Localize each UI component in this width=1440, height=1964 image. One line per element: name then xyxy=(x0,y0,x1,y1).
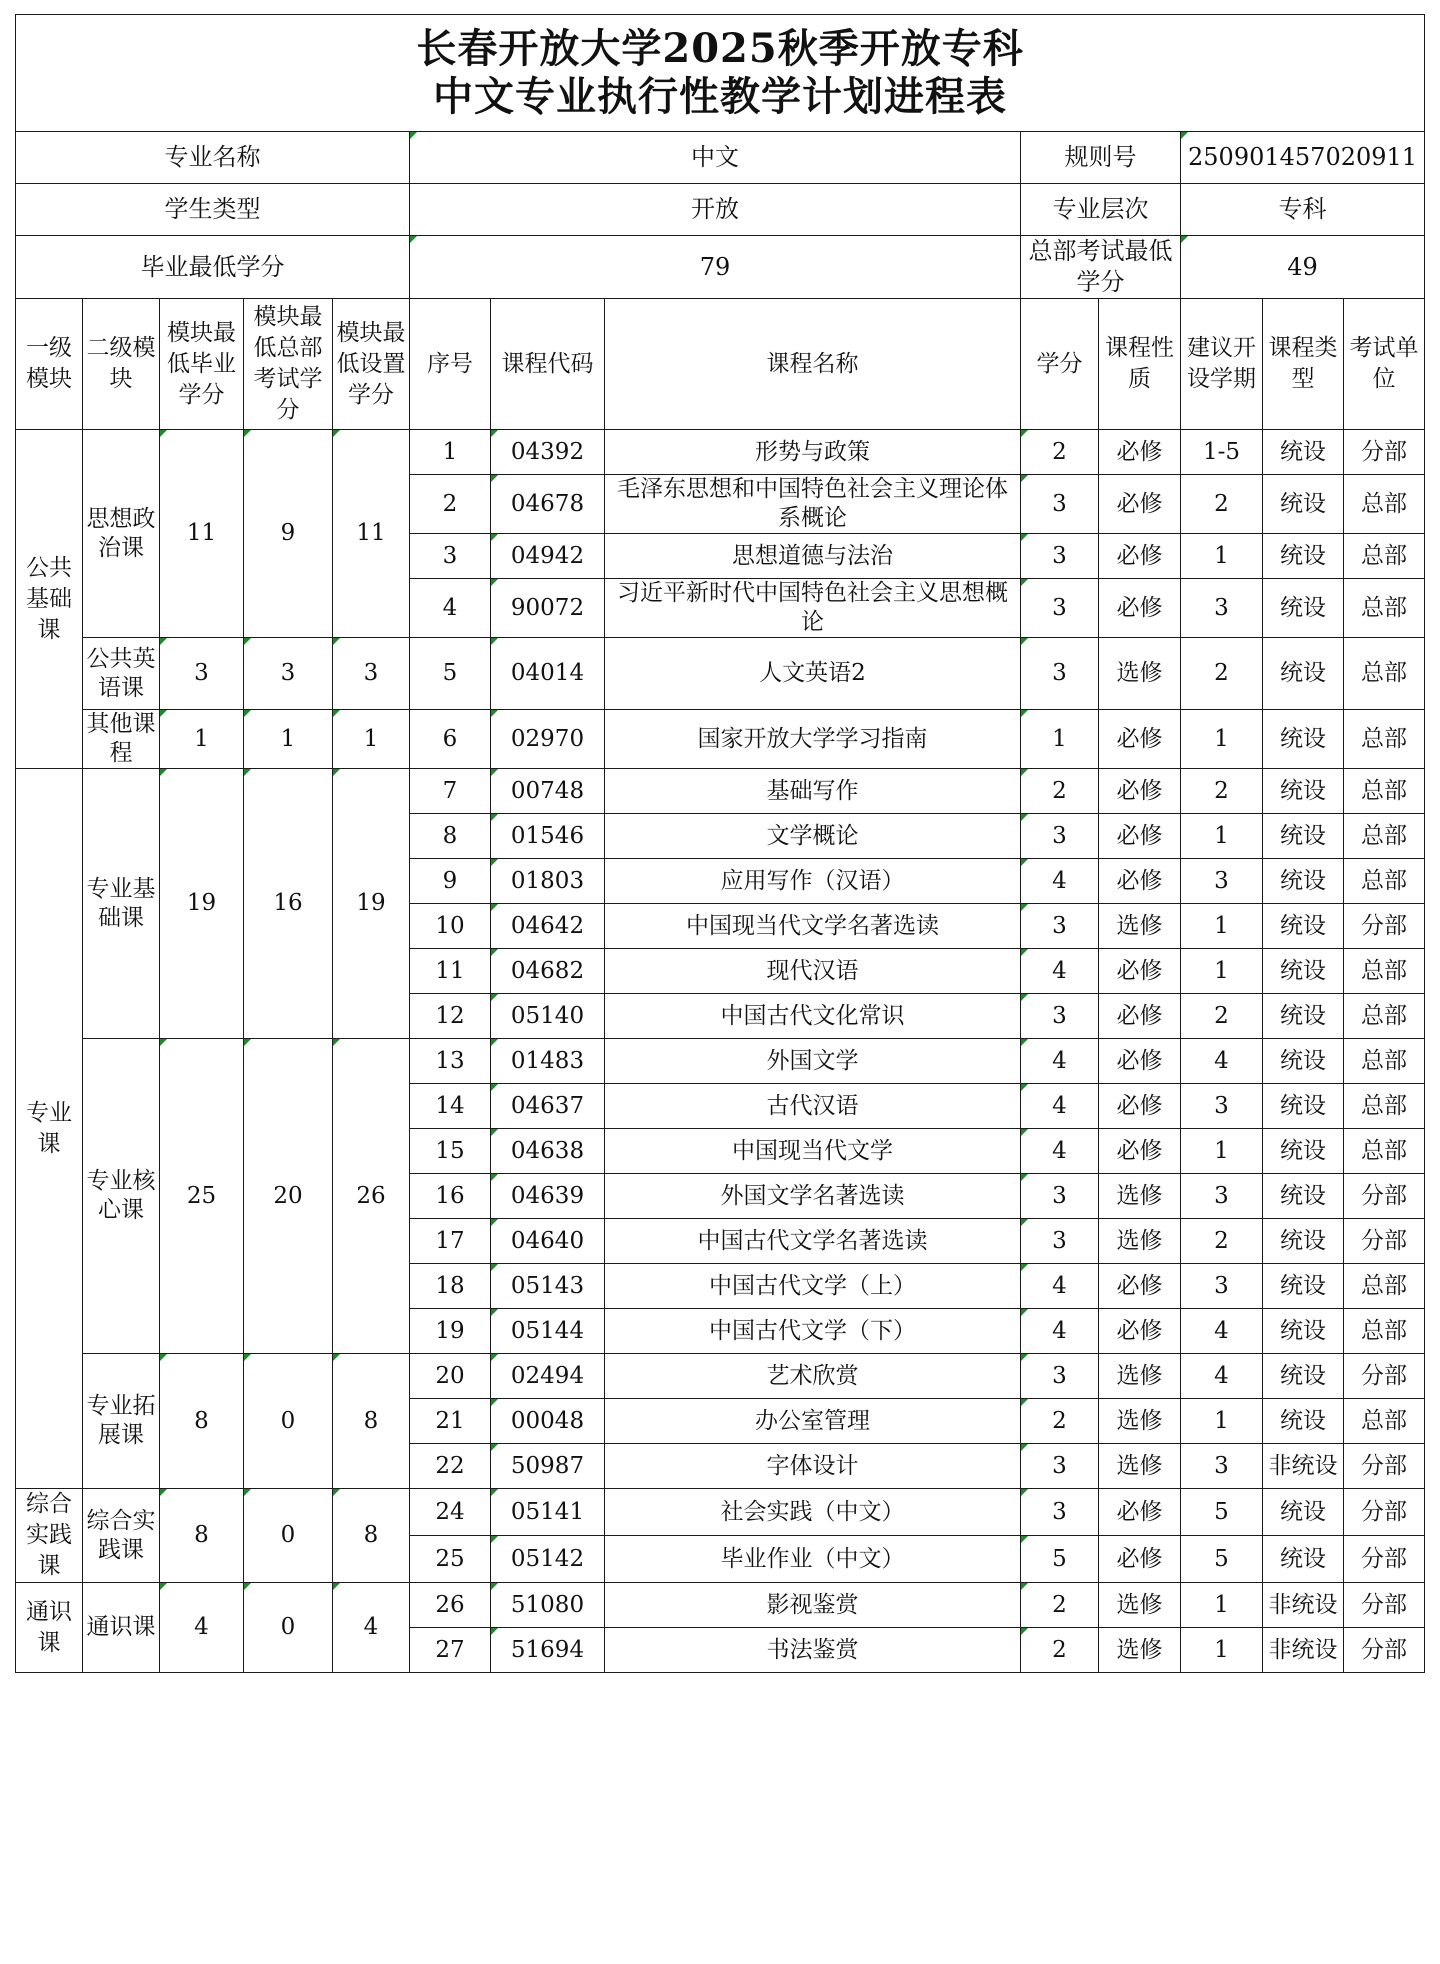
course-type: 统设 xyxy=(1263,904,1344,949)
course-seq: 21 xyxy=(410,1399,491,1444)
module-min-hq-credit: 16 xyxy=(244,769,333,1039)
course-seq: 15 xyxy=(410,1129,491,1174)
course-credit: 2 xyxy=(1021,1628,1099,1673)
course-exam: 总部 xyxy=(1344,475,1425,534)
course-exam: 分部 xyxy=(1344,1219,1425,1264)
course-exam: 总部 xyxy=(1344,710,1425,769)
course-credit: 3 xyxy=(1021,534,1099,579)
title-line1: 长春开放大学2025秋季开放专科 xyxy=(416,25,1024,72)
course-nature: 必修 xyxy=(1099,949,1181,994)
module-min-set-credit: 1 xyxy=(333,710,410,769)
course-term: 1 xyxy=(1181,949,1263,994)
course-name: 思想道德与法治 xyxy=(605,534,1021,579)
course-nature: 必修 xyxy=(1099,710,1181,769)
course-term: 5 xyxy=(1181,1536,1263,1583)
col-nature: 课程性质 xyxy=(1099,299,1181,430)
title-line2: 中文专业执行性教学计划进程表 xyxy=(433,73,1008,120)
course-type: 统设 xyxy=(1263,814,1344,859)
course-type: 统设 xyxy=(1263,1309,1344,1354)
module-min-hq-credit: 20 xyxy=(244,1039,333,1354)
course-code: 04642 xyxy=(491,904,605,949)
col-seq: 序号 xyxy=(410,299,491,430)
module-min-set-credit: 3 xyxy=(333,638,410,710)
module-min-set-credit: 4 xyxy=(333,1583,410,1673)
module-min-set-credit: 11 xyxy=(333,430,410,638)
course-exam: 总部 xyxy=(1344,1039,1425,1084)
course-nature: 必修 xyxy=(1099,475,1181,534)
course-credit: 1 xyxy=(1021,710,1099,769)
course-seq: 16 xyxy=(410,1174,491,1219)
major-label: 专业名称 xyxy=(16,132,410,184)
course-exam: 分部 xyxy=(1344,1354,1425,1399)
course-term: 1 xyxy=(1181,710,1263,769)
course-type: 统设 xyxy=(1263,1039,1344,1084)
course-name: 外国文学名著选读 xyxy=(605,1174,1021,1219)
course-seq: 9 xyxy=(410,859,491,904)
module-min-hq-credit: 0 xyxy=(244,1354,333,1489)
course-code: 00048 xyxy=(491,1399,605,1444)
course-term: 4 xyxy=(1181,1039,1263,1084)
course-credit: 2 xyxy=(1021,1583,1099,1628)
course-exam: 总部 xyxy=(1344,579,1425,638)
course-term: 1-5 xyxy=(1181,430,1263,475)
course-nature: 选修 xyxy=(1099,1219,1181,1264)
course-term: 1 xyxy=(1181,1583,1263,1628)
course-credit: 2 xyxy=(1021,769,1099,814)
course-term: 3 xyxy=(1181,579,1263,638)
course-nature: 必修 xyxy=(1099,579,1181,638)
course-term: 3 xyxy=(1181,859,1263,904)
course-exam: 分部 xyxy=(1344,1628,1425,1673)
col-mod-min-hq: 模块最低总部考试学分 xyxy=(244,299,333,430)
course-term: 1 xyxy=(1181,1129,1263,1174)
course-term: 3 xyxy=(1181,1084,1263,1129)
course-nature: 必修 xyxy=(1099,769,1181,814)
course-name: 形势与政策 xyxy=(605,430,1021,475)
module-min-grad-credit: 11 xyxy=(160,430,244,638)
module-min-hq-credit: 0 xyxy=(244,1489,333,1583)
course-name: 基础写作 xyxy=(605,769,1021,814)
course-nature: 选修 xyxy=(1099,1628,1181,1673)
sheet-title xyxy=(16,15,1425,132)
level2-module: 其他课程 xyxy=(83,710,160,769)
course-row xyxy=(16,430,1425,475)
course-term: 2 xyxy=(1181,638,1263,710)
course-code: 50987 xyxy=(491,1444,605,1489)
course-type: 统设 xyxy=(1263,1129,1344,1174)
course-seq: 7 xyxy=(410,769,491,814)
course-code: 05142 xyxy=(491,1536,605,1583)
course-credit: 4 xyxy=(1021,1264,1099,1309)
course-type: 统设 xyxy=(1263,949,1344,994)
course-seq: 2 xyxy=(410,475,491,534)
course-credit: 4 xyxy=(1021,1129,1099,1174)
course-name: 现代汉语 xyxy=(605,949,1021,994)
course-nature: 选修 xyxy=(1099,904,1181,949)
teaching-plan-sheet xyxy=(15,14,1424,1673)
course-type: 统设 xyxy=(1263,859,1344,904)
course-exam: 分部 xyxy=(1344,1444,1425,1489)
module-min-grad-credit: 4 xyxy=(160,1583,244,1673)
course-credit: 3 xyxy=(1021,904,1099,949)
course-credit: 2 xyxy=(1021,430,1099,475)
course-name: 文学概论 xyxy=(605,814,1021,859)
min-credit-value: 79 xyxy=(410,236,1021,299)
course-name: 国家开放大学学习指南 xyxy=(605,710,1021,769)
course-type: 统设 xyxy=(1263,430,1344,475)
course-term: 3 xyxy=(1181,1264,1263,1309)
course-nature: 必修 xyxy=(1099,1129,1181,1174)
course-nature: 必修 xyxy=(1099,814,1181,859)
course-row xyxy=(16,1489,1425,1536)
level2-module: 专业拓展课 xyxy=(83,1354,160,1489)
course-seq: 8 xyxy=(410,814,491,859)
course-term: 5 xyxy=(1181,1489,1263,1536)
course-exam: 总部 xyxy=(1344,638,1425,710)
col-exam: 考试单位 xyxy=(1344,299,1425,430)
col-name: 课程名称 xyxy=(605,299,1021,430)
course-code: 51080 xyxy=(491,1583,605,1628)
course-term: 4 xyxy=(1181,1354,1263,1399)
course-type: 非统设 xyxy=(1263,1444,1344,1489)
course-name: 中国现当代文学 xyxy=(605,1129,1021,1174)
course-type: 统设 xyxy=(1263,638,1344,710)
course-exam: 分部 xyxy=(1344,430,1425,475)
course-code: 05140 xyxy=(491,994,605,1039)
course-code: 51694 xyxy=(491,1628,605,1673)
level2-module: 专业基础课 xyxy=(83,769,160,1039)
course-nature: 选修 xyxy=(1099,638,1181,710)
level2-module: 专业核心课 xyxy=(83,1039,160,1354)
course-credit: 4 xyxy=(1021,1084,1099,1129)
course-seq: 10 xyxy=(410,904,491,949)
level1-module: 通识课 xyxy=(16,1583,83,1673)
course-seq: 17 xyxy=(410,1219,491,1264)
course-seq: 25 xyxy=(410,1536,491,1583)
course-seq: 6 xyxy=(410,710,491,769)
course-code: 90072 xyxy=(491,579,605,638)
course-name: 艺术欣赏 xyxy=(605,1354,1021,1399)
course-credit: 3 xyxy=(1021,994,1099,1039)
course-type: 统设 xyxy=(1263,1084,1344,1129)
course-code: 04014 xyxy=(491,638,605,710)
course-code: 05143 xyxy=(491,1264,605,1309)
course-term: 1 xyxy=(1181,904,1263,949)
course-nature: 选修 xyxy=(1099,1583,1181,1628)
course-term: 2 xyxy=(1181,994,1263,1039)
level-value: 专科 xyxy=(1181,184,1425,236)
column-header-row xyxy=(16,299,1425,430)
course-type: 非统设 xyxy=(1263,1628,1344,1673)
course-credit: 4 xyxy=(1021,1309,1099,1354)
course-code: 05141 xyxy=(491,1489,605,1536)
course-term: 4 xyxy=(1181,1309,1263,1354)
course-code: 04637 xyxy=(491,1084,605,1129)
course-type: 统设 xyxy=(1263,1219,1344,1264)
course-term: 1 xyxy=(1181,534,1263,579)
min-credit-label: 毕业最低学分 xyxy=(16,236,410,299)
course-code: 04639 xyxy=(491,1174,605,1219)
course-term: 3 xyxy=(1181,1174,1263,1219)
course-type: 统设 xyxy=(1263,534,1344,579)
course-nature: 必修 xyxy=(1099,1489,1181,1536)
course-row xyxy=(16,1354,1425,1399)
col-code: 课程代码 xyxy=(491,299,605,430)
course-credit: 4 xyxy=(1021,949,1099,994)
module-min-grad-credit: 1 xyxy=(160,710,244,769)
module-min-hq-credit: 1 xyxy=(244,710,333,769)
course-credit: 4 xyxy=(1021,1039,1099,1084)
course-name: 中国古代文化常识 xyxy=(605,994,1021,1039)
module-min-grad-credit: 3 xyxy=(160,638,244,710)
level-label: 专业层次 xyxy=(1021,184,1181,236)
module-min-set-credit: 8 xyxy=(333,1354,410,1489)
course-name: 影视鉴赏 xyxy=(605,1583,1021,1628)
course-row xyxy=(16,1583,1425,1628)
course-nature: 必修 xyxy=(1099,1536,1181,1583)
course-code: 04638 xyxy=(491,1129,605,1174)
course-code: 04678 xyxy=(491,475,605,534)
course-exam: 分部 xyxy=(1344,1489,1425,1536)
course-credit: 5 xyxy=(1021,1536,1099,1583)
module-min-set-credit: 26 xyxy=(333,1039,410,1354)
course-exam: 分部 xyxy=(1344,1583,1425,1628)
col-level2: 二级模块 xyxy=(83,299,160,430)
course-credit: 3 xyxy=(1021,579,1099,638)
course-type: 统设 xyxy=(1263,579,1344,638)
course-code: 04392 xyxy=(491,430,605,475)
course-code: 01803 xyxy=(491,859,605,904)
course-nature: 必修 xyxy=(1099,1039,1181,1084)
course-name: 毛泽东思想和中国特色社会主义理论体系概论 xyxy=(605,475,1021,534)
course-type: 统设 xyxy=(1263,1399,1344,1444)
course-exam: 分部 xyxy=(1344,1536,1425,1583)
course-name: 办公室管理 xyxy=(605,1399,1021,1444)
col-credit: 学分 xyxy=(1021,299,1099,430)
col-mod-min-grad: 模块最低毕业学分 xyxy=(160,299,244,430)
course-code: 04682 xyxy=(491,949,605,994)
course-type: 统设 xyxy=(1263,710,1344,769)
course-credit: 3 xyxy=(1021,1174,1099,1219)
course-nature: 选修 xyxy=(1099,1354,1181,1399)
course-nature: 必修 xyxy=(1099,1264,1181,1309)
course-exam: 总部 xyxy=(1344,1399,1425,1444)
level2-module: 通识课 xyxy=(83,1583,160,1673)
course-name: 外国文学 xyxy=(605,1039,1021,1084)
course-type: 统设 xyxy=(1263,1489,1344,1536)
course-nature: 必修 xyxy=(1099,534,1181,579)
course-exam: 总部 xyxy=(1344,1309,1425,1354)
course-code: 04640 xyxy=(491,1219,605,1264)
course-name: 社会实践（中文） xyxy=(605,1489,1021,1536)
course-seq: 11 xyxy=(410,949,491,994)
course-type: 非统设 xyxy=(1263,1583,1344,1628)
course-credit: 3 xyxy=(1021,814,1099,859)
course-type: 统设 xyxy=(1263,1174,1344,1219)
course-exam: 总部 xyxy=(1344,949,1425,994)
course-code: 01483 xyxy=(491,1039,605,1084)
course-term: 1 xyxy=(1181,1628,1263,1673)
course-nature: 必修 xyxy=(1099,430,1181,475)
level1-module: 专业课 xyxy=(16,769,83,1489)
student-type-label: 学生类型 xyxy=(16,184,410,236)
course-nature: 必修 xyxy=(1099,1309,1181,1354)
course-term: 1 xyxy=(1181,1399,1263,1444)
course-type: 统设 xyxy=(1263,994,1344,1039)
course-name: 人文英语2 xyxy=(605,638,1021,710)
level1-module: 公共基础课 xyxy=(16,430,83,769)
module-min-set-credit: 8 xyxy=(333,1489,410,1583)
course-exam: 总部 xyxy=(1344,814,1425,859)
col-mod-min-set: 模块最低设置学分 xyxy=(333,299,410,430)
course-seq: 4 xyxy=(410,579,491,638)
col-type: 课程类型 xyxy=(1263,299,1344,430)
course-seq: 24 xyxy=(410,1489,491,1536)
course-name: 中国现当代文学名著选读 xyxy=(605,904,1021,949)
course-nature: 必修 xyxy=(1099,1084,1181,1129)
module-min-hq-credit: 9 xyxy=(244,430,333,638)
module-min-hq-credit: 0 xyxy=(244,1583,333,1673)
course-exam: 总部 xyxy=(1344,1084,1425,1129)
hq-min-label: 总部考试最低学分 xyxy=(1021,236,1181,299)
module-min-grad-credit: 8 xyxy=(160,1354,244,1489)
course-credit: 2 xyxy=(1021,1399,1099,1444)
course-code: 00748 xyxy=(491,769,605,814)
course-credit: 3 xyxy=(1021,1489,1099,1536)
course-term: 2 xyxy=(1181,769,1263,814)
course-credit: 3 xyxy=(1021,1444,1099,1489)
course-seq: 22 xyxy=(410,1444,491,1489)
course-exam: 总部 xyxy=(1344,534,1425,579)
course-exam: 总部 xyxy=(1344,1129,1425,1174)
course-name: 应用写作（汉语） xyxy=(605,859,1021,904)
course-type: 统设 xyxy=(1263,1264,1344,1309)
course-credit: 3 xyxy=(1021,475,1099,534)
course-term: 1 xyxy=(1181,814,1263,859)
course-credit: 3 xyxy=(1021,1219,1099,1264)
course-exam: 总部 xyxy=(1344,859,1425,904)
course-type: 统设 xyxy=(1263,1536,1344,1583)
course-type: 统设 xyxy=(1263,769,1344,814)
course-seq: 18 xyxy=(410,1264,491,1309)
col-term: 建议开设学期 xyxy=(1181,299,1263,430)
course-row xyxy=(16,769,1425,814)
course-term: 3 xyxy=(1181,1444,1263,1489)
course-nature: 选修 xyxy=(1099,1444,1181,1489)
course-exam: 分部 xyxy=(1344,904,1425,949)
course-seq: 27 xyxy=(410,1628,491,1673)
course-credit: 3 xyxy=(1021,1354,1099,1399)
course-term: 2 xyxy=(1181,1219,1263,1264)
course-seq: 14 xyxy=(410,1084,491,1129)
student-type-value: 开放 xyxy=(410,184,1021,236)
course-exam: 分部 xyxy=(1344,1174,1425,1219)
teaching-plan-table xyxy=(15,14,1425,1673)
course-row xyxy=(16,638,1425,710)
course-nature: 必修 xyxy=(1099,859,1181,904)
major-value: 中文 xyxy=(410,132,1021,184)
module-min-grad-credit: 8 xyxy=(160,1489,244,1583)
course-exam: 总部 xyxy=(1344,994,1425,1039)
course-code: 05144 xyxy=(491,1309,605,1354)
course-credit: 4 xyxy=(1021,859,1099,904)
course-seq: 26 xyxy=(410,1583,491,1628)
course-exam: 总部 xyxy=(1344,769,1425,814)
course-seq: 19 xyxy=(410,1309,491,1354)
course-seq: 1 xyxy=(410,430,491,475)
course-name: 毕业作业（中文） xyxy=(605,1536,1021,1583)
course-nature: 选修 xyxy=(1099,1174,1181,1219)
rule-value: 250901457020911 xyxy=(1181,132,1425,184)
course-row xyxy=(16,710,1425,769)
course-row xyxy=(16,1039,1425,1084)
course-name: 古代汉语 xyxy=(605,1084,1021,1129)
course-term: 2 xyxy=(1181,475,1263,534)
course-code: 01546 xyxy=(491,814,605,859)
course-seq: 5 xyxy=(410,638,491,710)
course-seq: 3 xyxy=(410,534,491,579)
course-name: 中国古代文学名著选读 xyxy=(605,1219,1021,1264)
level2-module: 综合实践课 xyxy=(83,1489,160,1583)
course-nature: 选修 xyxy=(1099,1399,1181,1444)
module-min-set-credit: 19 xyxy=(333,769,410,1039)
rule-label: 规则号 xyxy=(1021,132,1181,184)
course-name: 中国古代文学（下） xyxy=(605,1309,1021,1354)
module-min-hq-credit: 3 xyxy=(244,638,333,710)
level2-module: 思想政治课 xyxy=(83,430,160,638)
module-min-grad-credit: 19 xyxy=(160,769,244,1039)
course-code: 02494 xyxy=(491,1354,605,1399)
level2-module: 公共英语课 xyxy=(83,638,160,710)
course-credit: 3 xyxy=(1021,638,1099,710)
course-code: 04942 xyxy=(491,534,605,579)
course-seq: 12 xyxy=(410,994,491,1039)
course-name: 习近平新时代中国特色社会主义思想概论 xyxy=(605,579,1021,638)
course-nature: 必修 xyxy=(1099,994,1181,1039)
hq-min-value: 49 xyxy=(1181,236,1425,299)
col-level1: 一级模块 xyxy=(16,299,83,430)
course-name: 书法鉴赏 xyxy=(605,1628,1021,1673)
module-min-grad-credit: 25 xyxy=(160,1039,244,1354)
course-seq: 20 xyxy=(410,1354,491,1399)
level1-module: 综合实践课 xyxy=(16,1489,83,1583)
course-type: 统设 xyxy=(1263,1354,1344,1399)
course-seq: 13 xyxy=(410,1039,491,1084)
course-name: 中国古代文学（上） xyxy=(605,1264,1021,1309)
course-type: 统设 xyxy=(1263,475,1344,534)
course-name: 字体设计 xyxy=(605,1444,1021,1489)
course-code: 02970 xyxy=(491,710,605,769)
course-exam: 总部 xyxy=(1344,1264,1425,1309)
